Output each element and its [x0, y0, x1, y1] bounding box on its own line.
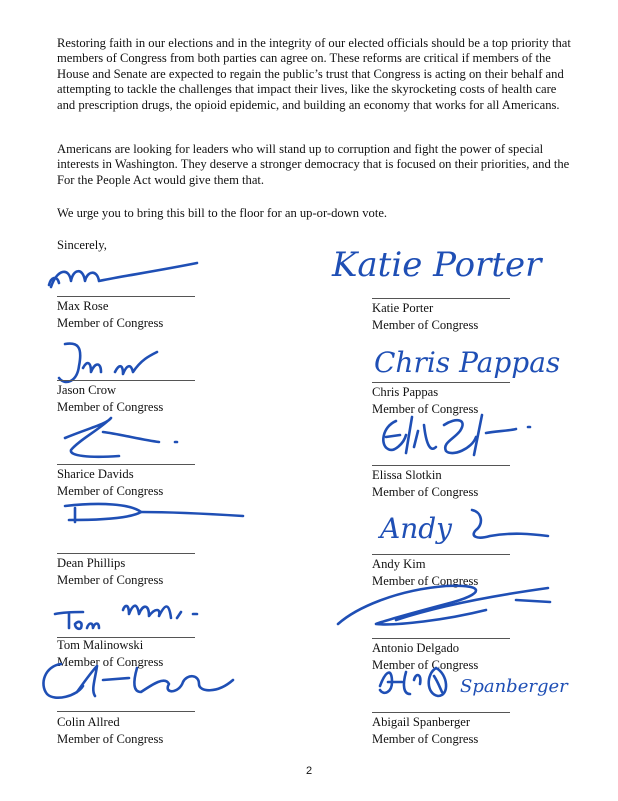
- signature-andy-kim: [372, 502, 572, 552]
- signatory-title: Member of Congress: [57, 400, 164, 414]
- signatory-name: Elissa Slotkin: [372, 468, 442, 482]
- body-paragraph-3: We urge you to bring this bill to the floor for an up-or-down vote.: [57, 206, 388, 220]
- signature-sharice-davids: [59, 414, 199, 464]
- signatory-title: Member of Congress: [57, 316, 164, 330]
- signatory-name: Jason Crow: [57, 383, 117, 397]
- signature-katie-porter: [332, 234, 542, 294]
- signatory-title: Member of Congress: [372, 318, 479, 332]
- signatory-name: Chris Pappas: [372, 385, 439, 399]
- signatory-title: Member of Congress: [57, 573, 164, 587]
- signatory-name: Andy Kim: [372, 557, 426, 571]
- signature-chris-pappas-text: Chris Pappas: [374, 346, 561, 379]
- signatory-title: Member of Congress: [372, 574, 479, 588]
- signature-max-rose: [47, 255, 207, 297]
- body-paragraph-1: Restoring faith in our elections and in the integrity of our elected officials should be a top priority that members of Congress from both parties can agree on. These reforms are critical if members of the House and Senate are expected to regain the public’s trust that Congress is acting on their behalf and attempting to tackle the challenges that impact their lives, like the skyrocketing costs of health care and prescription drugs, the opioid epidemic, and building an economy that works for all Americans.: [57, 36, 571, 112]
- body-paragraph-2: Americans are looking for leaders who will stand up to corruption and fight the power of special interests in Washington. They deserve a stronger democracy that is focused on their priorities, and the For the People Act would give them that.: [57, 142, 570, 187]
- signatory-title: Member of Congress: [57, 655, 164, 669]
- signature-colin-allred: [37, 656, 247, 706]
- closing-salutation: Sincerely,: [57, 238, 107, 252]
- signature-dean-phillips: [61, 500, 251, 540]
- signatory-name: Max Rose: [57, 299, 109, 313]
- signatory-name: Antonio Delgado: [372, 641, 460, 655]
- signatory-name: Tom Malinowski: [57, 638, 144, 652]
- signatory-name: Katie Porter: [372, 301, 434, 315]
- signatory-title: Member of Congress: [372, 732, 479, 746]
- signatory-name: Dean Phillips: [57, 556, 126, 570]
- page-number: 2: [305, 765, 313, 777]
- signature-chris-pappas: [372, 334, 572, 384]
- signatory-title: Member of Congress: [372, 485, 479, 499]
- signatory-name: Sharice Davids: [57, 467, 134, 481]
- signature-spanberger-text: Spanberger: [460, 676, 568, 697]
- signatory-title: Member of Congress: [57, 732, 164, 746]
- signatory-title: Member of Congress: [372, 658, 479, 672]
- signatory-title: Member of Congress: [57, 484, 164, 498]
- signatory-name: Colin Allred: [57, 715, 120, 729]
- signature-andy-kim-text: Andy: [380, 512, 452, 545]
- signature-tom-malinowski: [53, 600, 223, 640]
- signature-antonio-delgado: [336, 580, 566, 636]
- signature-abigail-spanberger: [376, 662, 596, 712]
- signature-katie-porter-text: Katie Porter: [332, 245, 542, 285]
- signatory-title: Member of Congress: [372, 402, 479, 416]
- signatory-name: Abigail Spanberger: [372, 715, 471, 729]
- signature-elissa-slotkin: [376, 413, 546, 463]
